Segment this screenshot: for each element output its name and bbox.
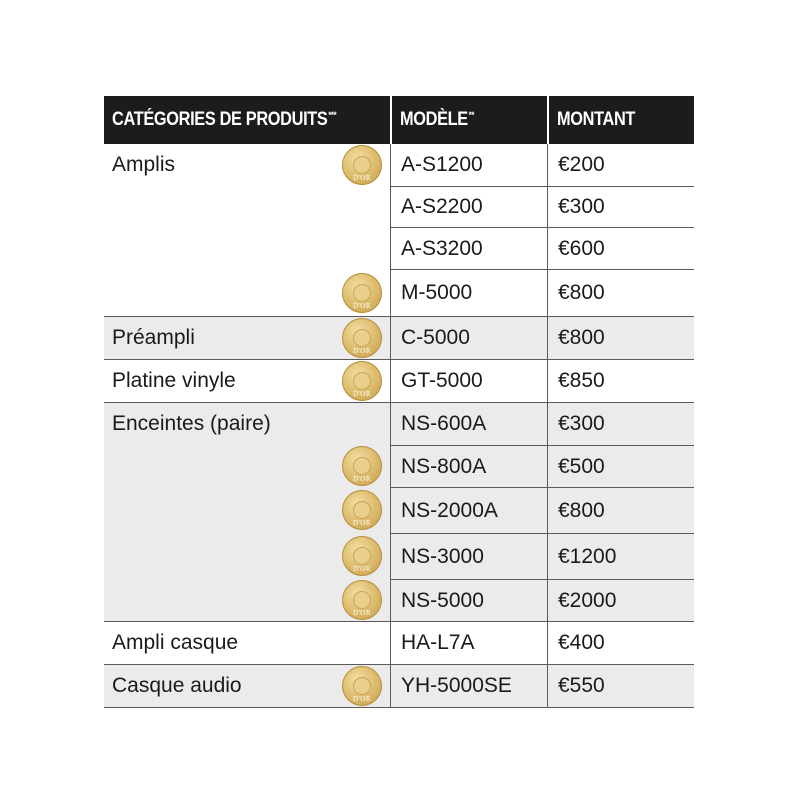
table-row (390, 533, 694, 579)
table-body (104, 144, 694, 708)
model-cell: NS-3000 (390, 533, 547, 579)
table-row (390, 269, 694, 316)
table-row (390, 317, 694, 359)
model-cell: A-S1200 (390, 144, 547, 186)
category-group (104, 317, 694, 360)
category-label: Platine vinyle (112, 369, 236, 392)
model-cell: YH-5000SE (390, 665, 547, 707)
header-model (390, 96, 547, 144)
category-group (104, 665, 694, 708)
table-row (390, 665, 694, 707)
header-amount (547, 96, 694, 144)
header-model-footnote-mark: ** (468, 109, 475, 120)
gold-award-seal-icon (342, 666, 382, 706)
gold-award-seal-icon (342, 446, 382, 486)
category-cell (104, 360, 390, 402)
gold-award-seal-icon (342, 490, 382, 530)
amount-cell: €300 (547, 403, 694, 445)
model-cell: NS-800A (390, 445, 547, 487)
category-label: Ampli casque (112, 631, 239, 654)
amount-cell: €500 (547, 445, 694, 487)
category-cell (104, 622, 390, 664)
gold-award-seal-icon (342, 145, 382, 185)
amount-cell: €550 (547, 665, 694, 707)
gold-award-seal-icon (342, 273, 382, 313)
model-cell: M-5000 (390, 269, 547, 316)
table-row (390, 487, 694, 533)
category-cell (104, 144, 390, 316)
gold-award-seal-icon (342, 536, 382, 576)
header-category-label: CATÉGORIES DE PRODUITS (112, 109, 328, 130)
gold-award-seal-icon (342, 361, 382, 401)
table-row (390, 144, 694, 186)
category-group (104, 144, 694, 317)
amount-cell: €2000 (547, 579, 694, 621)
category-group (104, 622, 694, 665)
header-amount-label: MONTANT (557, 109, 636, 130)
category-cell (104, 317, 390, 359)
table-header (104, 96, 694, 144)
amount-cell: €850 (547, 360, 694, 402)
table-row (390, 227, 694, 269)
amount-cell: €800 (547, 269, 694, 316)
category-cell (104, 665, 390, 707)
table-row (390, 445, 694, 487)
model-cell: NS-2000A (390, 487, 547, 533)
header-model-label: MODÈLE (400, 109, 468, 130)
table-row (390, 360, 694, 402)
model-cell: A-S3200 (390, 227, 547, 269)
table-row (390, 579, 694, 621)
model-cell: NS-600A (390, 403, 547, 445)
amount-cell: €400 (547, 622, 694, 664)
header-category (104, 96, 390, 144)
amount-cell: €300 (547, 186, 694, 227)
category-label: Préampli (112, 326, 195, 349)
model-cell: A-S2200 (390, 186, 547, 227)
amount-cell: €1200 (547, 533, 694, 579)
amount-cell: €800 (547, 487, 694, 533)
amount-cell: €800 (547, 317, 694, 359)
table-row (390, 403, 694, 445)
model-cell: GT-5000 (390, 360, 547, 402)
amount-cell: €600 (547, 227, 694, 269)
model-cell: C-5000 (390, 317, 547, 359)
price-table (104, 96, 694, 708)
category-group (104, 360, 694, 403)
category-label: Amplis (112, 153, 176, 176)
model-cell: HA-L7A (390, 622, 547, 664)
amount-cell: €200 (547, 144, 694, 186)
category-group (104, 403, 694, 622)
gold-award-seal-icon (342, 318, 382, 358)
category-label: Casque audio (112, 674, 242, 697)
category-label: Enceintes (paire) (112, 412, 271, 435)
table-row (390, 186, 694, 227)
model-cell: NS-5000 (390, 579, 547, 621)
category-cell (104, 403, 390, 621)
table-row (390, 622, 694, 664)
gold-award-seal-icon (342, 580, 382, 620)
header-category-footnote-mark: *** (328, 109, 337, 120)
